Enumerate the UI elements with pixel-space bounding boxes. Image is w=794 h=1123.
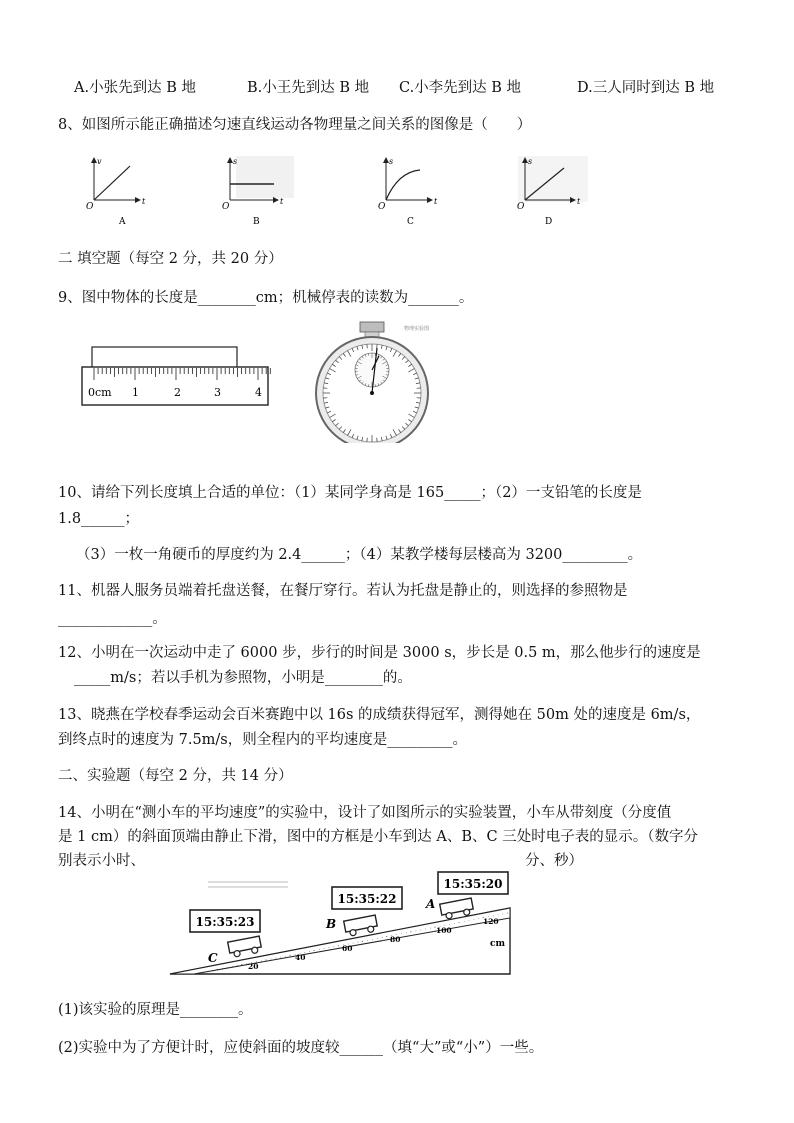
- ruler-label-0: 0cm: [88, 386, 112, 399]
- q9-question: 9、图中物体的长度是________cm；机械停表的读数为_______。: [58, 290, 474, 306]
- graph-c-yaxis: s: [389, 157, 394, 166]
- graph-c-label: C: [407, 217, 414, 227]
- car-c-label: C: [208, 951, 218, 965]
- scale-40: 40: [295, 953, 306, 962]
- q12-line-1: 12、小明在一次运动中走了 6000 步，步行的时间是 3000 s，步长是 0.5 m，那么他步行的速度是: [58, 645, 701, 661]
- q7-option-b: B.小王先到达 B 地: [247, 80, 370, 96]
- timer-a-time: 15:35:20: [443, 877, 503, 891]
- car-c: [228, 936, 262, 958]
- graph-b-xaxis: t: [280, 197, 284, 206]
- graph-b-origin: O: [222, 202, 230, 212]
- car-b-label: B: [326, 917, 337, 931]
- q10-line-2: 1.8______；: [58, 511, 140, 527]
- measured-object: [92, 347, 237, 369]
- graph-a-yaxis: v: [97, 157, 102, 166]
- scale-80: 80: [390, 935, 401, 944]
- stopwatch-crown: [360, 322, 384, 332]
- q8-question: 8、如图所示能正确描述匀速直线运动各物理量之间关系的图像是（ ）: [58, 117, 532, 133]
- ruler-label-2: 2: [174, 386, 181, 399]
- timer-b-time: 15:35:22: [337, 892, 397, 906]
- q14-line-1: 14、小明在“测小车的平均速度”的实验中，设计了如图所示的实验装置，小车从带刻度（分度值: [58, 805, 672, 821]
- q14-line-3a: 别表示小时、: [58, 853, 145, 869]
- q14-sub-2: (2)实验中为了方便计时，应使斜面的坡度较______（填“大”或“小”）一些。: [58, 1040, 544, 1056]
- graph-d-label: D: [545, 217, 553, 227]
- graph-d-yaxis: s: [528, 157, 533, 166]
- graph-c-origin: O: [378, 202, 386, 212]
- q11-line-1: 11、机器人服务员端着托盘送餐，在餐厅穿行。若认为托盘是静止的，则选择的参照物是: [58, 583, 628, 599]
- graph-a-origin: O: [86, 202, 94, 212]
- graph-a: [86, 157, 146, 227]
- ruler-label-1: 1: [132, 386, 139, 399]
- q11-line-2: _____________。: [58, 611, 167, 627]
- timer-c-time: 15:35:23: [195, 915, 255, 929]
- scale-unit: cm: [490, 939, 506, 949]
- ruler-figure: [80, 343, 272, 409]
- graph-c: [378, 157, 438, 227]
- q12-line-2: _____m/s；若以手机为参照物，小明是________的。: [74, 670, 412, 686]
- graph-d-origin: O: [517, 202, 525, 212]
- ruler-label-3: 3: [214, 386, 221, 399]
- incline-figure: [168, 868, 516, 978]
- q14-line-3b: 分、秒）: [525, 853, 583, 869]
- q7-option-a: A.小张先到达 B 地: [74, 80, 196, 96]
- section-experiment-title: 二、实验题（每空 2 分，共 14 分）: [58, 768, 293, 784]
- stopwatch-figure: [302, 318, 452, 443]
- q13-line-1: 13、晓燕在学校春季运动会百米赛跑中以 16s 的成绩获得冠军，测得她在 50m 处的速度是 6m/s，: [58, 707, 701, 723]
- q10-line-1: 10、请给下列长度填上合适的单位：（1）某同学身高是 165_____；（2）一支铅笔的长度是: [58, 485, 642, 501]
- graph-c-xaxis: t: [434, 197, 438, 206]
- car-a-label: A: [426, 897, 436, 911]
- q8-graphs-figure: [80, 152, 600, 230]
- graph-b: [222, 156, 294, 227]
- q7-option-d: D.三人同时到达 B 地: [577, 80, 715, 96]
- graph-d-xaxis: t: [577, 197, 581, 206]
- graph-b-label: B: [253, 217, 260, 227]
- graph-b-yaxis: s: [233, 157, 238, 166]
- ruler-label-4: 4: [255, 386, 262, 399]
- scale-60: 60: [342, 944, 353, 953]
- graph-a-xaxis: t: [142, 197, 146, 206]
- graph-d: [517, 156, 588, 227]
- stopwatch-caption: 物理实验图: [404, 326, 430, 332]
- graph-a-label: A: [119, 217, 126, 227]
- section-fill-in-title: 二 填空题（每空 2 分，共 20 分）: [58, 251, 283, 267]
- q14-sub-1: (1)该实验的原理是________。: [58, 1002, 253, 1018]
- scale-20: 20: [248, 962, 259, 971]
- scale-100: 100: [436, 926, 452, 935]
- q7-option-c: C.小李先到达 B 地: [399, 80, 522, 96]
- q10-line-3: （3）一枚一角硬币的厚度约为 2.4______；（4）某教学楼每层楼高为 3200_________。: [76, 547, 643, 563]
- q13-line-2: 到终点时的速度为 7.5m/s，则全程内的平均速度是_________。: [58, 732, 467, 748]
- scale-120: 120: [483, 917, 499, 926]
- car-b: [344, 915, 378, 937]
- q14-line-2: 是 1 cm）的斜面顶端由静止下滑，图中的方框是小车到达 A、B、C 三处时电子表的显示。（数字分: [58, 829, 699, 845]
